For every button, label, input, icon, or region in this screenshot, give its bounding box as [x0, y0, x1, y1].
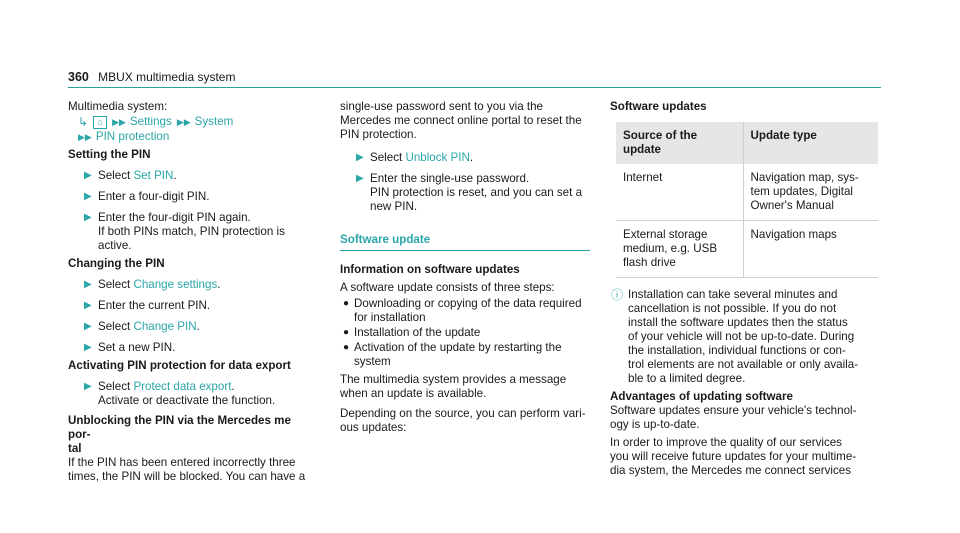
paragraph-text: ogy is up-to-date. — [610, 418, 700, 431]
paragraph-text: you will receive future updates for your multime- — [610, 450, 857, 463]
table-header-source: Source of the update — [616, 122, 743, 164]
heading-setting-pin: Setting the PIN — [68, 148, 151, 161]
column-3 — [610, 100, 885, 478]
navigation-path-cont — [68, 130, 316, 144]
double-chevron-icon: ▶▶ — [112, 117, 126, 127]
paragraph-text: single-use password sent to you via the — [340, 100, 544, 113]
paragraph-text: In order to improve the quality of our services — [610, 436, 842, 449]
heading-software-updates: Software updates — [610, 100, 707, 113]
note-block: ⓘ Installation can take several minutes and cancellation is not possible. If you do not install the software updates then the status of your vehicle will not be up-to-date. During the installation, individual functions or con- trol elements are not available or only availa- ble to a limited degree. — [611, 288, 859, 385]
step: ▶ Enter the single-use password. PIN protection is reset, and you can set a new PIN. — [340, 172, 590, 214]
paragraph-text: ous updates: — [340, 421, 407, 434]
step: ▶ Select Unblock PIN. — [340, 151, 590, 165]
bullet-icon: ● — [343, 342, 350, 353]
path-arrow-icon: ↳ — [78, 115, 89, 129]
page-header — [68, 70, 235, 85]
heading-advantages: Advantages of updating software — [610, 390, 793, 403]
unblocking-text: times, the PIN will be blocked. You can have a — [68, 470, 306, 483]
navigation-path — [68, 115, 316, 129]
paragraph-text: dia system, the Mercedes me connect services — [610, 464, 851, 477]
paragraph-text: Depending on the source, you can perform vari- — [340, 407, 586, 420]
menu-item-unblock-pin: Unblock PIN — [405, 151, 470, 164]
unblocking-text: If the PIN has been entered incorrectly three — [68, 456, 296, 469]
list-item: ● Activation of the update by restarting the system — [340, 341, 590, 369]
step: ▶ Select Set PIN. — [68, 169, 316, 183]
menu-item-set-pin: Set PIN — [133, 169, 174, 182]
paragraph-text: PIN protection. — [340, 128, 417, 141]
column-1 — [68, 100, 316, 484]
step: ▶ Select Change PIN. — [68, 320, 316, 334]
steps-list — [340, 297, 590, 369]
table-cell: External storage medium, e.g. USB flash drive — [616, 221, 743, 278]
bullet-icon: ● — [343, 327, 350, 338]
list-item: ● Downloading or copying of the data required for installation — [340, 297, 590, 325]
column-2 — [340, 100, 590, 435]
table-row — [616, 164, 878, 221]
nav-pin-protection: PIN protection — [95, 130, 170, 143]
double-chevron-icon: ▶▶ — [78, 132, 92, 142]
intro-text: Multimedia system: — [68, 100, 168, 113]
nav-system: System — [194, 115, 234, 128]
updates-table — [616, 122, 878, 278]
table-header-row — [616, 122, 878, 164]
heading-unblocking-l2: tal — [68, 442, 82, 455]
table-header-type: Update type — [743, 122, 878, 164]
step: ▶ Select Protect data export. Activate or deactivate the function. — [68, 380, 316, 408]
header-rule — [68, 87, 881, 88]
step: ▶ Select Change settings. — [68, 278, 316, 292]
home-icon: ⌂ — [93, 116, 107, 129]
table-cell: Navigation map, sys- tem updates, Digital Owner's Manual — [743, 164, 878, 221]
step-arrow-icon: ▶ — [84, 381, 92, 392]
heading-unblocking-l1: Unblocking the PIN via the Mercedes me por- — [68, 414, 291, 441]
bullet-icon: ● — [343, 298, 350, 309]
step-arrow-icon: ▶ — [356, 173, 364, 184]
page-number: 360 — [68, 70, 89, 84]
step-arrow-icon: ▶ — [84, 279, 92, 290]
heading-info-updates: Information on software updates — [340, 263, 520, 276]
nav-settings: Settings — [129, 115, 172, 128]
page-title: MBUX multimedia system — [98, 70, 236, 84]
step: ▶ Set a new PIN. — [68, 341, 316, 355]
step-arrow-icon: ▶ — [84, 300, 92, 311]
step-arrow-icon: ▶ — [84, 212, 92, 223]
double-chevron-icon: ▶▶ — [176, 117, 191, 127]
step: ▶ Enter a four-digit PIN. — [68, 190, 316, 204]
paragraph-text: Mercedes me connect online portal to reset the — [340, 114, 582, 127]
step-arrow-icon: ▶ — [84, 191, 92, 202]
menu-item-change-pin: Change PIN — [133, 320, 197, 333]
table-row — [616, 221, 878, 278]
paragraph-text: Software updates ensure your vehicle's technol- — [610, 404, 857, 417]
menu-item-protect-data-export: Protect data export — [133, 380, 232, 393]
heading-changing-pin: Changing the PIN — [68, 257, 165, 270]
step-arrow-icon: ▶ — [356, 152, 364, 163]
info-icon: ⓘ — [611, 288, 624, 302]
step-arrow-icon: ▶ — [84, 170, 92, 181]
heading-activating-pin: Activating PIN protection for data export — [68, 359, 291, 372]
table-cell: Navigation maps — [743, 221, 878, 278]
section-title: Software update — [340, 233, 431, 246]
step-arrow-icon: ▶ — [84, 321, 92, 332]
menu-item-change-settings: Change settings — [133, 278, 218, 291]
info-intro: A software update consists of three steps: — [340, 281, 555, 294]
paragraph-text: when an update is available. — [340, 387, 487, 400]
step: ▶ Enter the current PIN. — [68, 299, 316, 313]
step-arrow-icon: ▶ — [84, 342, 92, 353]
paragraph-text: The multimedia system provides a message — [340, 373, 567, 386]
table-cell: Internet — [616, 164, 743, 221]
list-item: ● Installation of the update — [340, 326, 590, 340]
step: ▶ Enter the four-digit PIN again. If both PINs match, PIN protection is active. — [68, 211, 316, 253]
